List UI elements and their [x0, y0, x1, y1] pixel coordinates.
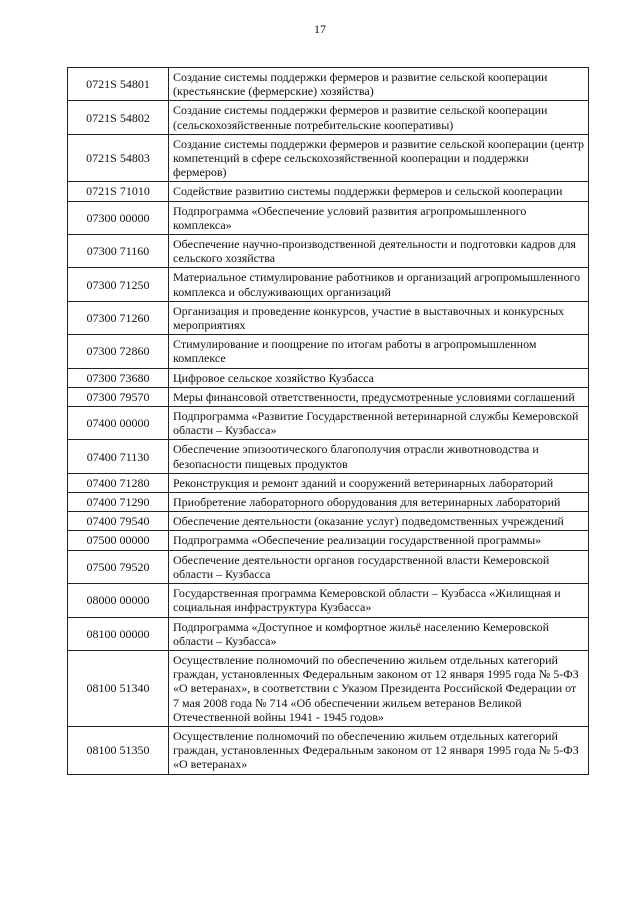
row-code: 0721S 54803 — [68, 134, 169, 182]
table-row — [68, 387, 589, 406]
row-code: 07300 72860 — [68, 335, 169, 368]
table-row — [68, 407, 589, 440]
table-row — [68, 512, 589, 531]
table-row — [68, 68, 589, 101]
row-code: 07400 00000 — [68, 407, 169, 440]
row-description: Стимулирование и поощрение по итогам работы в агропромышленном комплексе — [169, 335, 589, 368]
row-code: 07300 79570 — [68, 387, 169, 406]
table-row — [68, 134, 589, 182]
row-description: Подпрограмма «Доступное и комфортное жильё населению Кемеровской области – Кузбасса» — [169, 617, 589, 650]
row-description: Обеспечение деятельности (оказание услуг) подведомственных учреждений — [169, 512, 589, 531]
table-row — [68, 726, 589, 774]
table-row — [68, 550, 589, 583]
table-row — [68, 235, 589, 268]
row-description: Цифровое сельское хозяйство Кузбасса — [169, 368, 589, 387]
row-code: 07300 71160 — [68, 235, 169, 268]
row-code: 07400 79540 — [68, 512, 169, 531]
row-code: 08100 00000 — [68, 617, 169, 650]
table-body — [68, 68, 589, 775]
row-code: 07300 71250 — [68, 268, 169, 301]
row-code: 07400 71280 — [68, 473, 169, 492]
row-description: Осуществление полномочий по обеспечению жильем отдельных категорий граждан, установленных Федеральным законом от 12 января 1995 года № 5-ФЗ «О ветеранах», в соответствии с Указом Президента Российской Федерации от 7 мая 2008 года № 714 «Об обеспечении жильем ветеранов Великой Отечественной войны 1941 - 1945 годов» — [169, 650, 589, 726]
row-code: 07300 00000 — [68, 201, 169, 234]
row-description: Создание системы поддержки фермеров и развитие сельской кооперации (сельскохозяйственные потребительские кооперативы) — [169, 101, 589, 134]
row-description: Подпрограмма «Обеспечение реализации государственной программы» — [169, 531, 589, 550]
row-code: 08100 51340 — [68, 650, 169, 726]
row-description: Обеспечение научно-производственной деятельности и подготовки кадров для сельского хозяйства — [169, 235, 589, 268]
table-row — [68, 268, 589, 301]
budget-classification-table — [67, 67, 589, 775]
table-row — [68, 440, 589, 473]
row-description: Обеспечение деятельности органов государственной власти Кемеровской области – Кузбасса — [169, 550, 589, 583]
row-description: Обеспечение эпизоотического благополучия отрасли животноводства и безопасности пищевых продуктов — [169, 440, 589, 473]
row-description: Подпрограмма «Обеспечение условий развития агропромышленного комплекса» — [169, 201, 589, 234]
row-description: Подпрограмма «Развитие Государственной ветеринарной службы Кемеровской области – Кузбасса» — [169, 407, 589, 440]
row-code: 07400 71290 — [68, 493, 169, 512]
row-code: 07500 00000 — [68, 531, 169, 550]
row-description: Приобретение лабораторного оборудования для ветеринарных лабораторий — [169, 493, 589, 512]
row-description: Создание системы поддержки фермеров и развитие сельской кооперации (центр компетенций в сфере сельскохозяйственной кооперации и поддержки фермеров) — [169, 134, 589, 182]
table-row — [68, 301, 589, 334]
table-row — [68, 101, 589, 134]
row-description: Организация и проведение конкурсов, участие в выставочных и конкурсных мероприятиях — [169, 301, 589, 334]
row-code: 08000 00000 — [68, 584, 169, 617]
row-description: Создание системы поддержки фермеров и развитие сельской кооперации (крестьянские (фермерские) хозяйства) — [169, 68, 589, 101]
row-code: 0721S 54802 — [68, 101, 169, 134]
page-number: 17 — [314, 22, 326, 36]
table-row — [68, 617, 589, 650]
table-row — [68, 531, 589, 550]
row-code: 07300 71260 — [68, 301, 169, 334]
row-code: 07400 71130 — [68, 440, 169, 473]
row-description: Материальное стимулирование работников и организаций агропромышленного комплекса и обслуживающих организаций — [169, 268, 589, 301]
table-row — [68, 650, 589, 726]
row-code: 07300 73680 — [68, 368, 169, 387]
row-code: 07500 79520 — [68, 550, 169, 583]
table-row — [68, 182, 589, 201]
row-code: 0721S 71010 — [68, 182, 169, 201]
table-row — [68, 584, 589, 617]
row-description: Содействие развитию системы поддержки фермеров и сельской кооперации — [169, 182, 589, 201]
row-description: Осуществление полномочий по обеспечению жильем отдельных категорий граждан, установленных Федеральным законом от 12 января 1995 года № 5-ФЗ «О ветеранах» — [169, 726, 589, 774]
row-description: Реконструкция и ремонт зданий и сооружений ветеринарных лабораторий — [169, 473, 589, 492]
row-description: Государственная программа Кемеровской области – Кузбасса «Жилищная и социальная инфраструктура Кузбасса» — [169, 584, 589, 617]
table-row — [68, 368, 589, 387]
row-description: Меры финансовой ответственности, предусмотренные условиями соглашений — [169, 387, 589, 406]
row-code: 08100 51350 — [68, 726, 169, 774]
table-row — [68, 335, 589, 368]
row-code: 0721S 54801 — [68, 68, 169, 101]
table-row — [68, 473, 589, 492]
table-row — [68, 493, 589, 512]
table-row — [68, 201, 589, 234]
